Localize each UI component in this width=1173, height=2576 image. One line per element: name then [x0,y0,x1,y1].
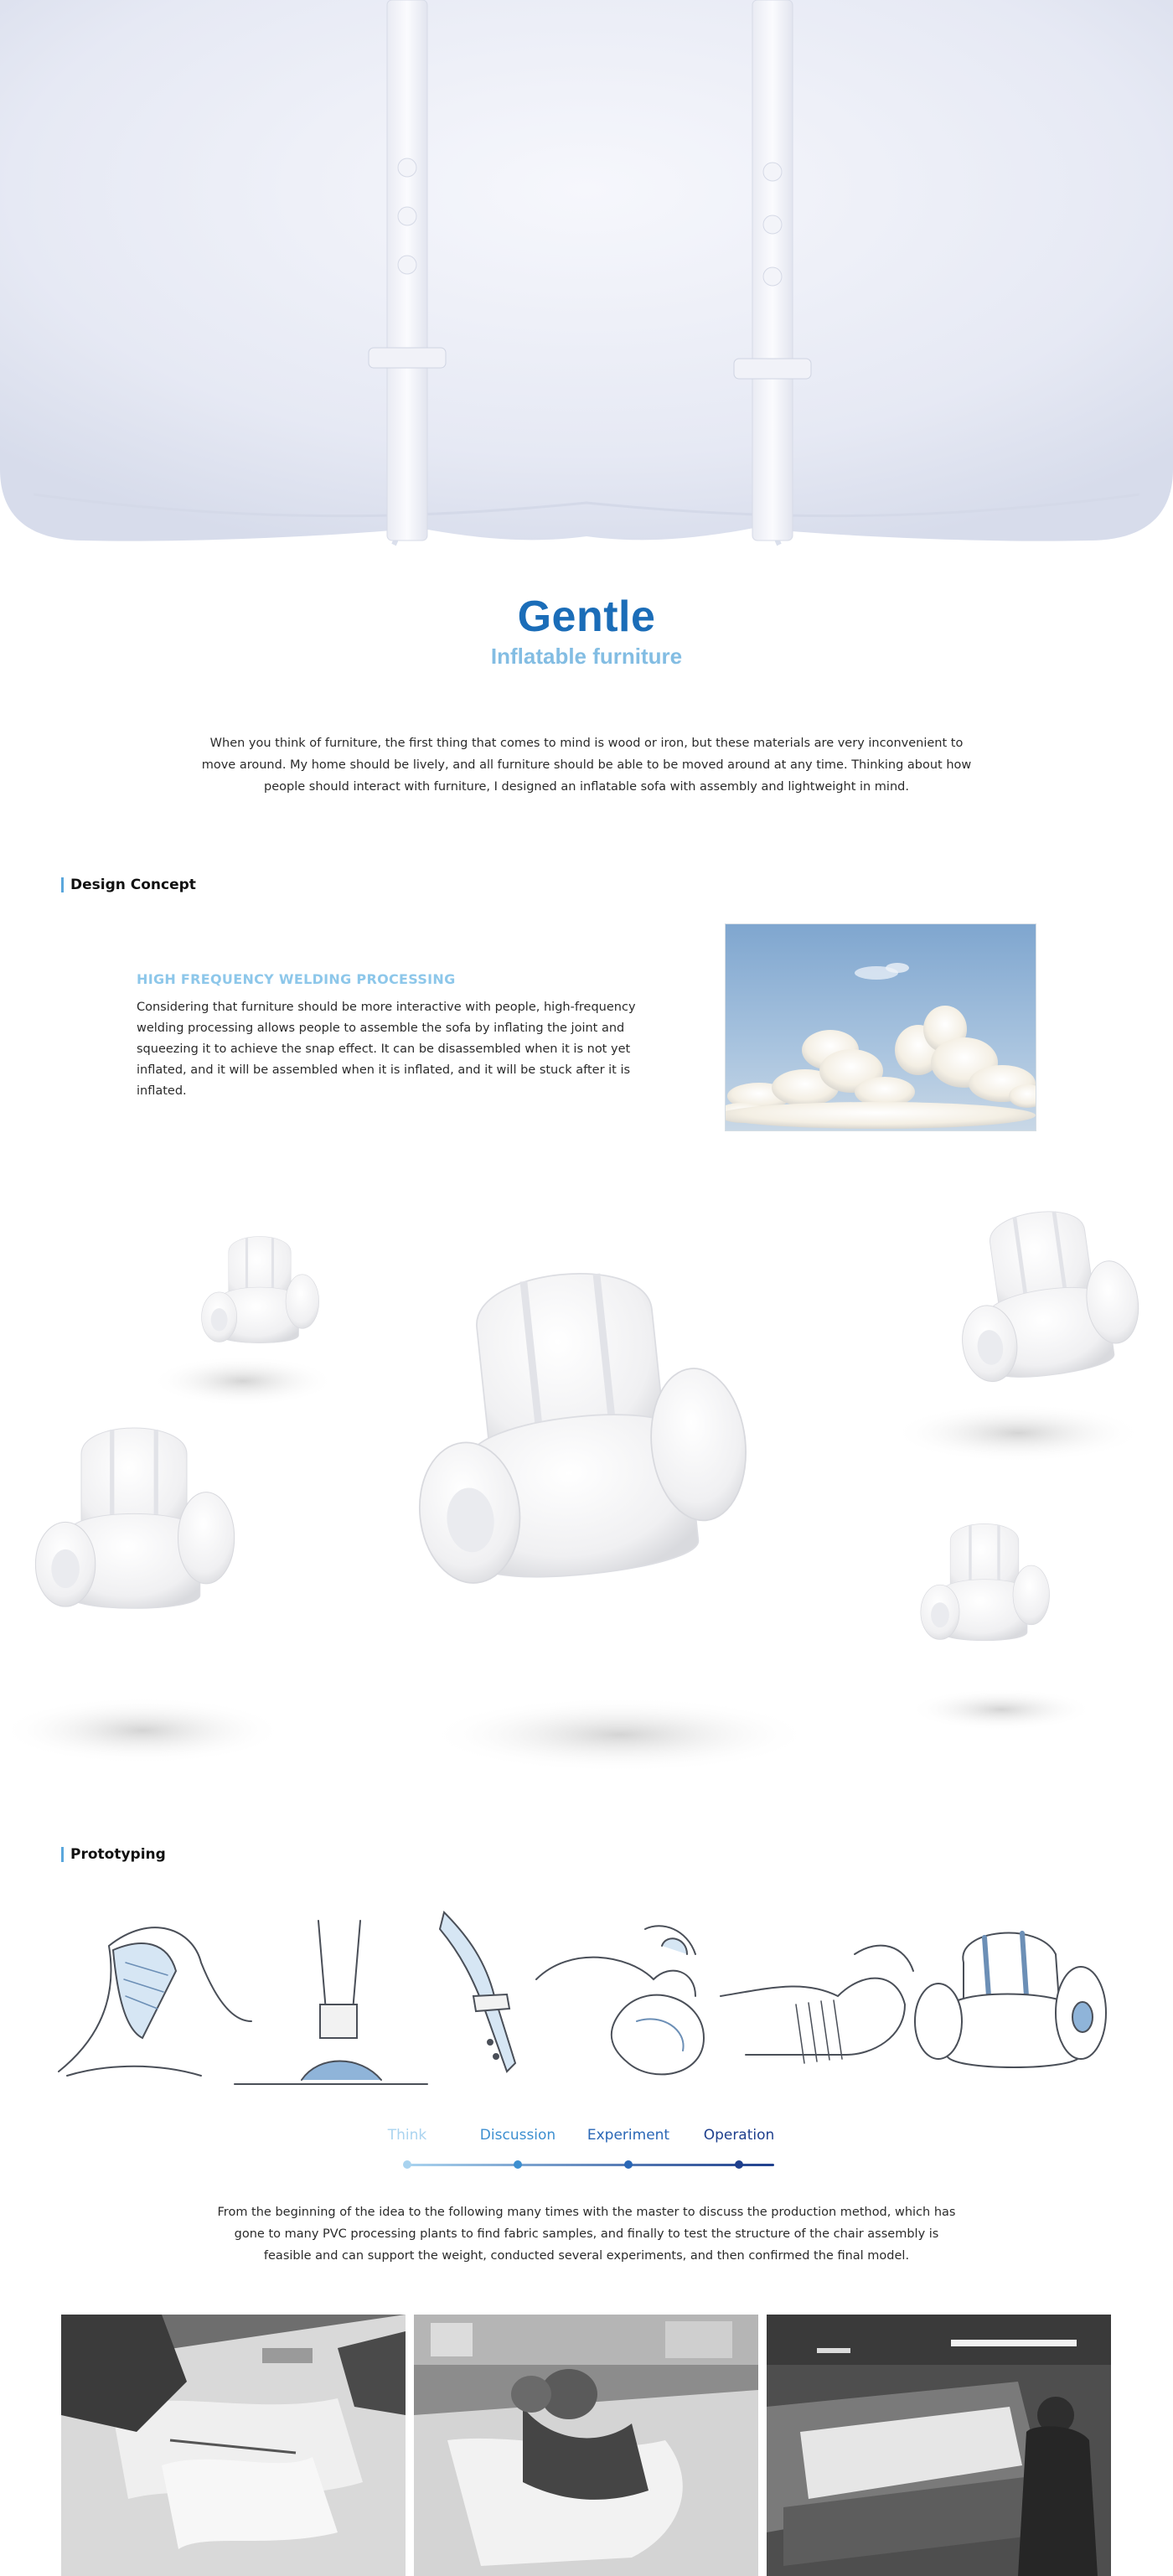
intro-paragraph: When you think of furniture, the first thing that comes to mind is wood or iron, but these materials are very inconvenient to move around. My home should be lively, and all furniture should be able to be moved around at any time. Thinking about how people should interact with furniture, I designed an inflatable sofa with assembly and lightweight in mind. [201,737,972,794]
timeline-dot-operation [735,2160,743,2169]
page-subtitle: Inflatable furniture [490,644,683,669]
timeline-line [407,2164,774,2166]
timeline-label-discussion: Discussion [479,2127,556,2144]
timeline-label-operation: Operation [703,2127,775,2144]
concept-paragraph: Considering that furniture should be more interactive with people, high-frequency welding processing allows people to assemble the sofa by inflating the joint and squeezing it to achieve the snap effect. It can be disassembled when it is not yet inflated, and it will be assembled when it is inflated, and it will be stuck after it is inflated. [137,1001,636,1098]
sketch-5 [721,1946,913,2063]
workshop-photo-2 [414,2315,758,2576]
clouds-illustration [726,924,1036,1131]
concept-title: HIGH FREQUENCY WELDING PROCESSING [137,971,456,987]
prototype-sketches [50,1896,1131,2088]
workshop-photo-1-illustration [61,2315,406,2576]
page-title: Gentle [517,592,656,641]
sketch-2 [235,1921,427,2084]
sketch-3 [440,1912,515,2072]
section-heading-design-concept: Design Concept [61,877,196,892]
sky-clouds-image [725,923,1036,1131]
prototype-sketches-illustration [50,1896,1131,2088]
workshop-photo-2-illustration [414,2315,758,2576]
prototyping-paragraph: From the beginning of the idea to the following many times with the master to discuss the production method, which has gone to many PVC processing plants to find fabric samples, and finally to test the structure of the chair assembly is feasible and can support the weight, conducted several experiments, and then confirmed the final model. [217,2206,956,2263]
timeline-dot-discussion [514,2160,522,2169]
workshop-photo-1 [61,2315,406,2576]
timeline-dot-experiment [624,2160,633,2169]
timeline-label-think: Think [387,2127,427,2144]
inflatable-sofa-closeup-illustration [0,0,1173,553]
title-block [0,592,1173,670]
timeline-dot-think [403,2160,411,2169]
timeline-label-experiment: Experiment [586,2127,670,2144]
process-timeline [369,2127,804,2177]
hero-image [0,0,1173,553]
section-heading-prototyping: Prototyping [61,1847,166,1862]
sketch-6 [915,1933,1106,2067]
inflatable-chairs-illustration [0,1173,1173,1810]
workshop-photo-3 [767,2315,1111,2576]
workshop-photo-3-illustration [767,2315,1111,2576]
sketch-1 [59,1927,251,2076]
sketch-4 [536,1926,704,2074]
floating-chairs-render [0,1173,1173,1810]
